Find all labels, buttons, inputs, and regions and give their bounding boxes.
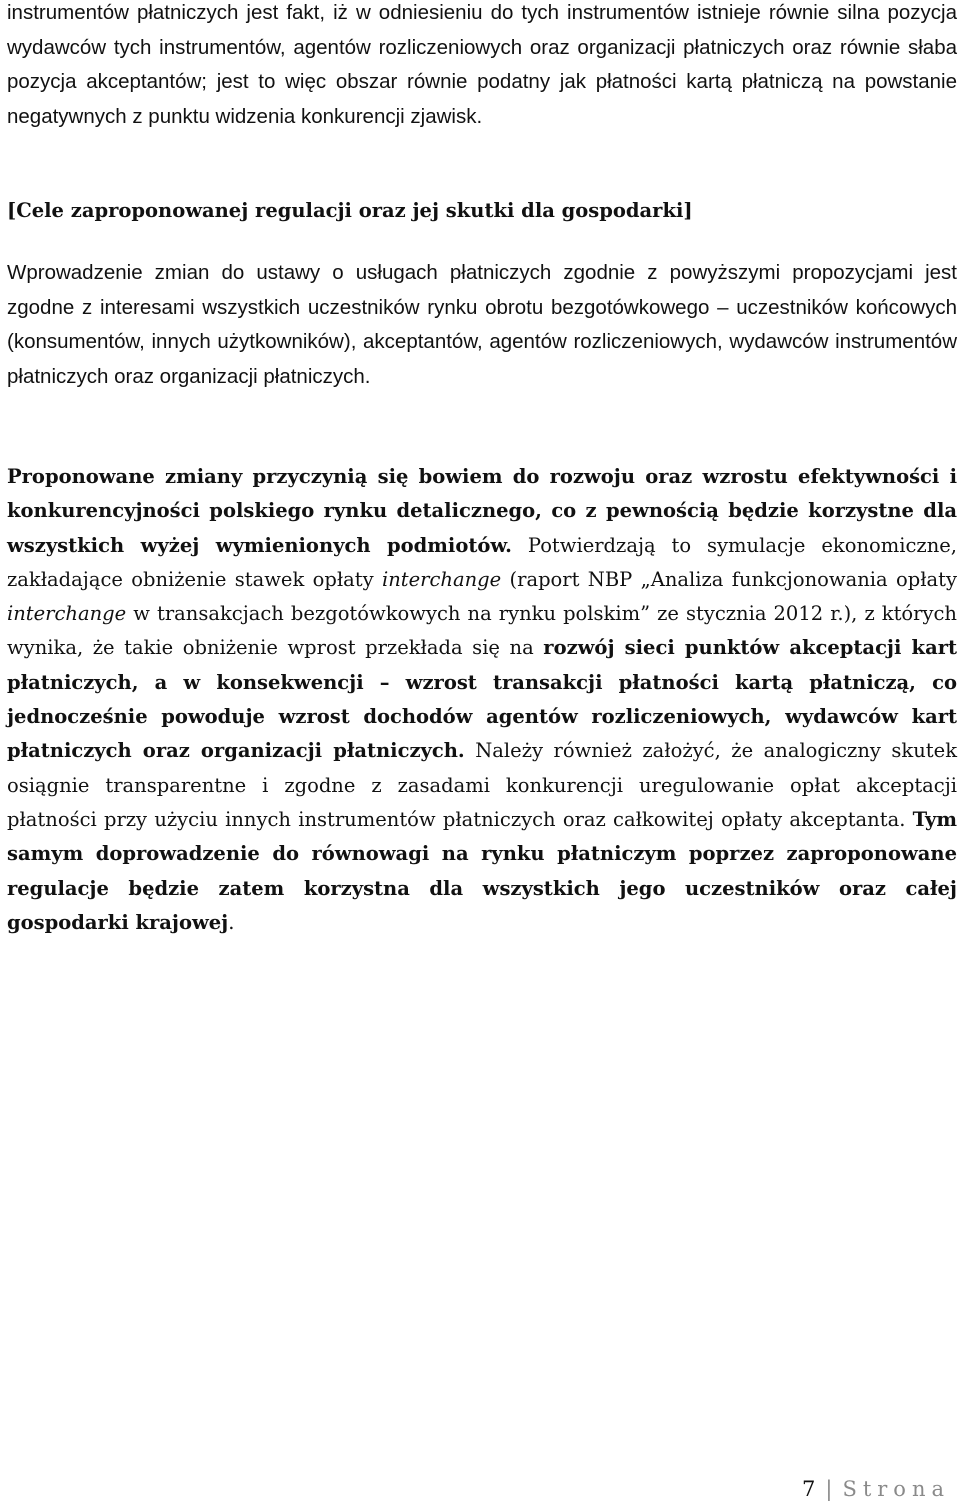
body-text: Potwierdzają to symulacje ekonomiczne, zakładające obniżenie stawek opłaty <box>7 533 957 591</box>
page-label: Strona <box>842 1477 950 1501</box>
body-text: (raport NBP „Analiza funkcjonowania opłaty <box>501 567 957 591</box>
section-heading: [Cele zaproponowanej regulacji oraz jej skutki dla gospodarki] <box>7 199 693 222</box>
bold-text: Proponowane zmiany przyczynią się bowiem do rozwoju oraz wzrostu efektywności i konkurencyjności polskiego rynku detalicznego, co z pewnością będzie korzystne dla wszystkich wyżej wymienionych podmiotów. <box>7 465 957 557</box>
footer-separator: | <box>825 1477 833 1501</box>
italic-term: interchange <box>7 602 127 626</box>
body-text: Należy również założyć, że analogiczny skutek osiągnie transparentne i zgodne z zasadami konkurencji uregulowanie opłat akceptacji płatności przy użyciu innych instrumentów płatniczych oraz całkowitej opłaty akceptanta. <box>7 739 958 831</box>
italic-term: interchange <box>381 567 502 591</box>
paragraph-goals: Wprowadzenie zmian do ustawy o usługach płatniczych zgodnie z powyższymi propozycjami jest zgodne z interesami wszystkich uczestników rynku obrotu bezgotówkowego – uczestników końcowych (konsumentów, innych użytkowników), akceptantów, agentów rozliczeniowych, wydawców instrumentów płatniczych oraz organizacji płatniczych. <box>7 261 957 388</box>
bold-text: Tym samym doprowadzenie do równowagi na rynku płatniczym poprzez zaproponowane regulacje będzie zatem korzystna dla wszystkich jego uczestników oraz całej gospodarki krajowej <box>7 807 957 934</box>
body-text: w transakcjach bezgotówkowych na rynku polskim” ze stycznia 2012 r.), z których wynika, że takie obniżenie wprost przekłada się na <box>7 602 957 660</box>
page-footer <box>802 1474 950 1504</box>
body-text: . <box>228 910 235 934</box>
paragraph-intro: instrumentów płatniczych jest fakt, iż w odniesieniu do tych instrumentów istnieje równie silna pozycja wydawców tych instrumentów, agentów rozliczeniowych oraz organizacji płatniczych oraz równie słaba pozycja akceptantów; jest to więc obszar równie podatny jak płatności kartą płatniczą na powstanie negatywnych z punktu widzenia konkurencji zjawisk. <box>7 1 957 128</box>
paragraph-effects <box>7 460 957 940</box>
page-number: 7 <box>801 1477 816 1501</box>
bold-text: rozwój sieci punktów akceptacji kart płatniczych, a w konsekwencji – wzrost transakcji płatności kartą płatniczą, co jednocześnie powoduje wzrost dochodów agentów rozliczeniowych, wydawców kart płatniczych oraz organizacji płatniczych. <box>7 636 957 763</box>
